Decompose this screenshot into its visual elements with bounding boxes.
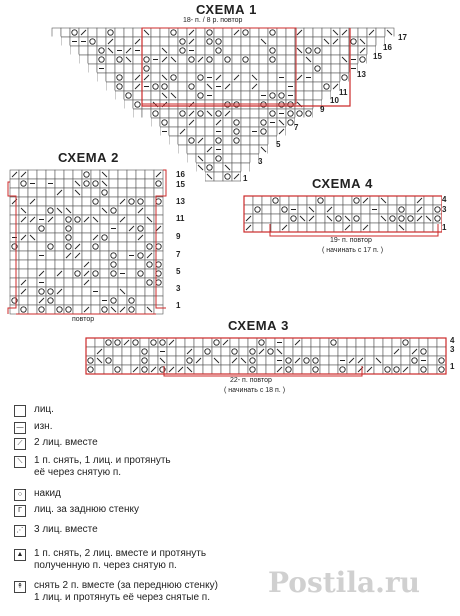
scheme-3-repeat-label: 22- п. повтор bbox=[230, 377, 272, 384]
legend-item bbox=[14, 548, 206, 572]
legend-text: 1 п. снять, 2 лиц. вместе и протянуть полученную п. через снятую п. bbox=[34, 548, 207, 571]
scheme-4-start-note: ( начинать с 17 п. ) bbox=[322, 247, 384, 254]
scheme-2-row-7: 7 bbox=[176, 250, 181, 259]
scheme-2-row-16: 16 bbox=[176, 170, 185, 179]
scheme-4-row-3: 3 bbox=[442, 205, 447, 214]
scheme-1-row-13: 13 bbox=[357, 70, 366, 79]
s2kp-icon: ↟ bbox=[14, 581, 26, 593]
legend-text: снять 2 п. вместе (за переднюю стенку) 1 лиц. и протянуть её через снятые п. bbox=[34, 580, 218, 603]
scheme-1-repeat-label: 18- п. / 8 р. повтор bbox=[183, 17, 243, 24]
scheme-4-title: СХЕМА 4 bbox=[312, 176, 373, 191]
scheme-2-row-3: 3 bbox=[176, 284, 181, 293]
scheme-4-row-1: 1 bbox=[442, 223, 447, 232]
legend-item bbox=[14, 437, 98, 450]
legend-item bbox=[14, 524, 98, 537]
legend-item bbox=[14, 421, 52, 434]
scheme-1-row-10: 10 bbox=[330, 96, 339, 105]
scheme-2-row-11: 11 bbox=[176, 214, 185, 223]
scheme-1-row-9: 9 bbox=[320, 105, 325, 114]
scheme-3-title: СХЕМА 3 bbox=[228, 318, 289, 333]
scheme-2-title: СХЕМА 2 bbox=[58, 150, 119, 165]
scheme-4-repeat-label: 19- п. повтор bbox=[330, 237, 372, 244]
scheme-3-chart bbox=[84, 336, 448, 378]
yarn-over-icon: ○ bbox=[14, 489, 26, 501]
legend-text: лиц. bbox=[34, 404, 54, 415]
ssk-icon: ⟍ bbox=[14, 456, 26, 468]
legend-item bbox=[14, 580, 218, 604]
k2tog-icon: ⟋ bbox=[14, 438, 26, 450]
legend-text: изн. bbox=[34, 421, 53, 432]
legend-item bbox=[14, 455, 171, 479]
legend-text: накид bbox=[34, 488, 61, 499]
twisted-knit-icon: ᒥ bbox=[14, 505, 26, 517]
empty-square-icon bbox=[14, 405, 26, 417]
sk2p-icon: ▲ bbox=[14, 549, 26, 561]
dash-icon: — bbox=[14, 422, 26, 434]
scheme-2-row-5: 5 bbox=[176, 267, 181, 276]
scheme-1-row-17: 17 bbox=[398, 33, 407, 42]
legend-text: 3 лиц. вместе bbox=[34, 524, 98, 535]
scheme-2-chart bbox=[6, 168, 176, 318]
legend-text: 2 лиц. вместе bbox=[34, 437, 98, 448]
scheme-3-row-3: 3 bbox=[450, 345, 455, 354]
legend-text: 1 п. снять, 1 лиц. и протянуть её через снятую п. bbox=[34, 455, 171, 478]
scheme-3-row-1: 1 bbox=[450, 362, 455, 371]
legend-item bbox=[14, 488, 61, 501]
scheme-3-start-note: ( начинать с 18 п. ) bbox=[224, 387, 286, 394]
scheme-1-row-3: 3 bbox=[258, 157, 263, 166]
legend-item bbox=[14, 504, 139, 517]
scheme-1-row-16: 16 bbox=[383, 43, 392, 52]
scheme-2-repeat-label: повтор bbox=[72, 316, 95, 323]
scheme-3-row-4: 4 bbox=[450, 336, 455, 345]
scheme-1-row-15: 15 bbox=[373, 52, 382, 61]
legend-text: лиц. за заднюю стенку bbox=[34, 504, 139, 515]
scheme-4-chart bbox=[242, 194, 442, 240]
scheme-2-row-9: 9 bbox=[176, 232, 181, 241]
scheme-2-row-15: 15 bbox=[176, 180, 185, 189]
scheme-1-row-11: 11 bbox=[339, 88, 348, 97]
scheme-1-row-5: 5 bbox=[276, 140, 281, 149]
scheme-1-row-7: 7 bbox=[294, 123, 299, 132]
scheme-2-row-1: 1 bbox=[176, 301, 181, 310]
legend-item bbox=[14, 404, 54, 417]
watermark: Postila.ru bbox=[268, 566, 420, 599]
scheme-4-row-4: 4 bbox=[442, 195, 447, 204]
scheme-1-row-1: 1 bbox=[243, 174, 248, 183]
k3tog-icon: ⋰ bbox=[14, 525, 26, 537]
scheme-1-title: СХЕМА 1 bbox=[196, 2, 257, 17]
scheme-2-row-13: 13 bbox=[176, 197, 185, 206]
